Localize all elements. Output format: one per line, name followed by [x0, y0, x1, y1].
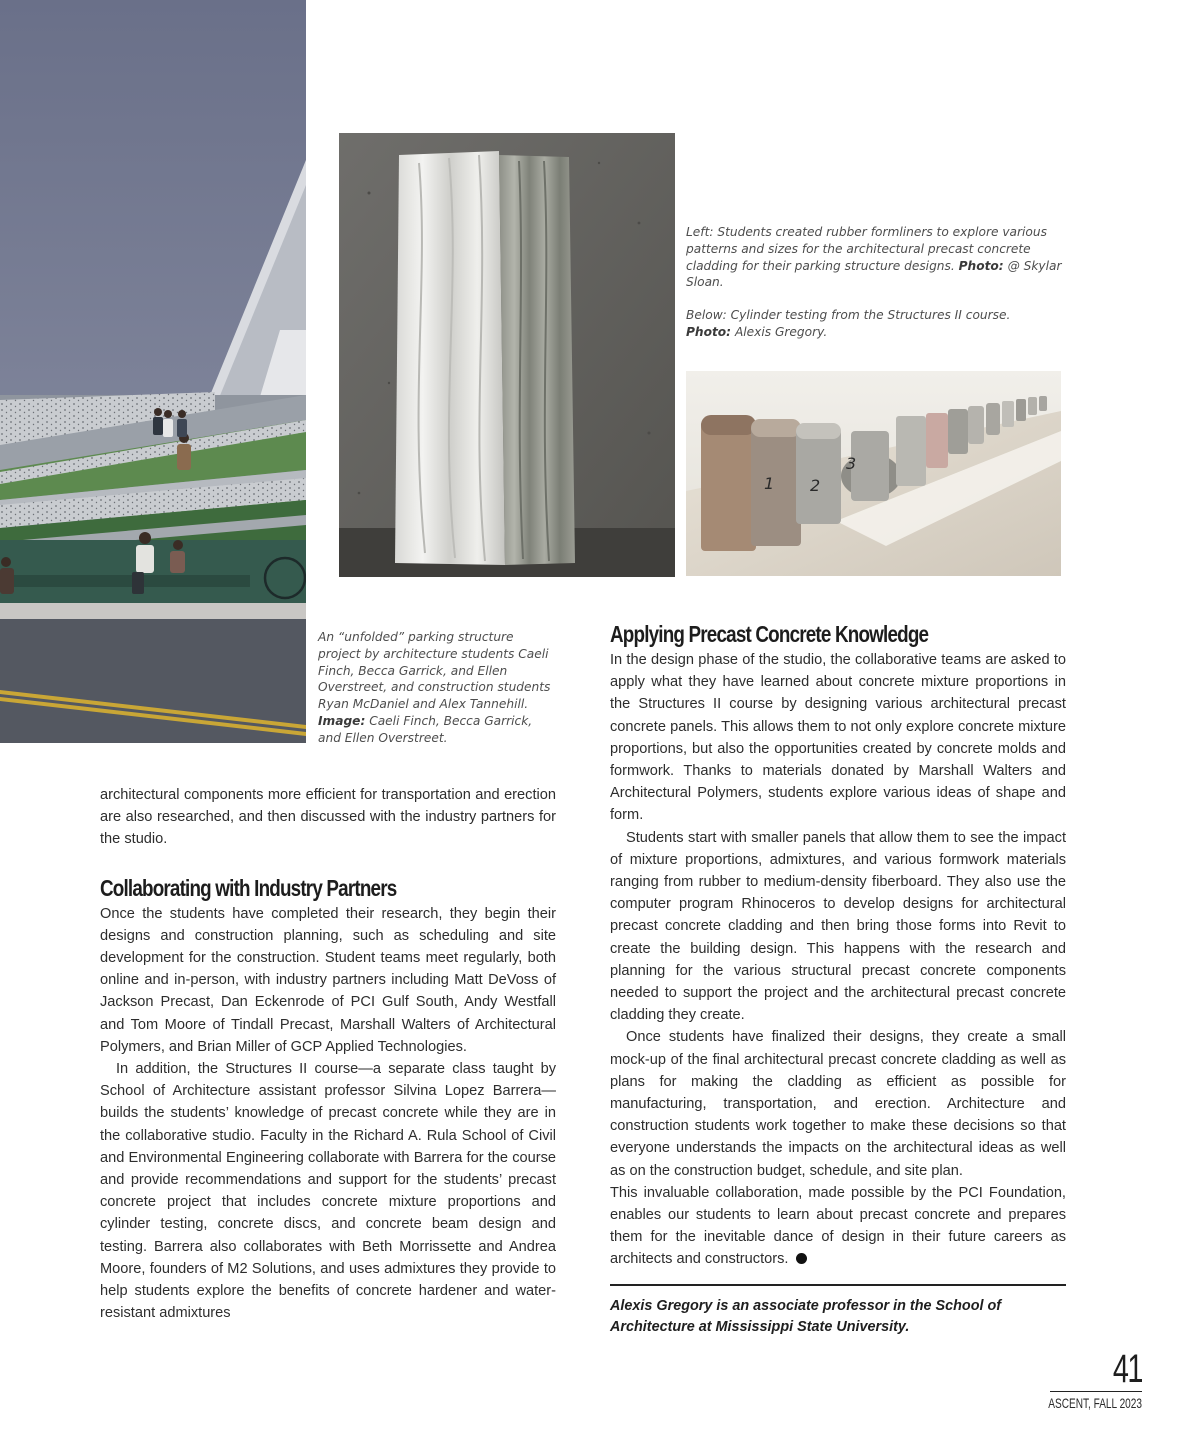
end-mark-icon: [796, 1253, 807, 1264]
caption-credit: Caeli Finch, Becca Garrick, and Ellen Overstreet.: [318, 713, 533, 745]
divider: [610, 1284, 1066, 1286]
caption-formliner: Left: Students created rubber formliners to explore various patterns and sizes for the architectural precast concrete cladding for their parking structure designs. Photo: @ Skylar Sloan.: [686, 225, 1062, 290]
paragraph: Once students have finalized their designs, they create a small mock-up of the final architectural precast concrete cladding as well as plans for making the cladding as efficient as possible for manufacturing, transportation, and erection. Architecture and construction students work together to make these decisions so that everyone understands the impacts on the architectural ideas as well as on the construction budget, schedule, and site plan.: [610, 1029, 1066, 1179]
author-bio: Alexis Gregory is an associate professor in the School of Architecture at Mississippi State University.: [610, 1298, 1002, 1335]
page-number: 41: [1112, 1347, 1142, 1391]
formliner-panels-photo: [339, 133, 675, 577]
caption-credit: Alexis Gregory.: [734, 324, 828, 339]
caption-rendering: An “unfolded” parking structure project by architecture students Caeli Finch, Becca Garrick, and Ellen Overstreet, and construction students Ryan McDaniel and Alex Tannehill. Image: Caeli Finch, Becca Garrick, and Ellen Overstreet.: [318, 630, 551, 745]
caption-cylinders: Below: Cylinder testing from the Structures II course. Photo: Alexis Gregory.: [686, 308, 1011, 339]
section-heading: Collaborating with Industry Partners: [100, 874, 397, 901]
article-column-left: [100, 784, 556, 1324]
cylinder-testing-photo: [686, 371, 1061, 576]
cylinder-label: 2: [810, 476, 821, 495]
section-heading: Applying Precast Concrete Knowledge: [610, 621, 929, 647]
caption-credit-label: Photo:: [686, 324, 732, 339]
cylinder-label: 1: [764, 474, 775, 493]
issue-label: ASCENT, FALL 2023: [1048, 1395, 1142, 1411]
paragraph: In addition, the Structures II course—a separate class taught by School of Architecture assistant professor Silvina Lopez Barrera—builds the students’ knowledge of precast concrete while they are in the collaborative studio. Faculty in the Richard A. Rula School of Civil and Environmental Engineering collaborate with Barrera for the course and provide recommendations and support for the students’ precast concrete project that includes concrete mixture proportions and cylinder testing, concrete discs, and concrete beam design and testing. Barrera also collaborates with Beth Morrissette and Andrea Moore, founders of M2 Solutions, and uses admixtures they provide to help students explore the benefits of concrete hardener and water-resistant admixtures: [100, 1061, 556, 1322]
cylinder-label: 3: [846, 454, 857, 473]
paragraph-final: This invaluable collaboration, made possible by the PCI Foundation, enables our students to learn about precast concrete and prepares them for the inevitable dance of design in their future careers as architects and constructors.: [610, 1184, 1066, 1268]
caption-credit-label: Photo:: [958, 258, 1004, 273]
paragraph: In the design phase of the studio, the collaborative teams are asked to apply what they have learned about concrete mixture proportions in the Structures II course by designing various architectural precast concrete panels. This allows them to not only explore concrete mixture proportions, but also the opportunities created by concrete molds and formwork. Thanks to materials donated by Marshall Walters and Architectural Polymers, students explore various ideas of shape and form.: [610, 652, 1066, 824]
folio-divider: [1050, 1391, 1142, 1392]
caption-credit-label: Image:: [318, 713, 366, 728]
caption-credit: @ Skylar Sloan.: [686, 258, 1062, 290]
paragraph: Students start with smaller panels that allow them to see the impact of mixture proportions, admixtures, and various formwork materials ranging from rubber to medium-density fiberboard. They also use the computer program Rhinoceros to develop designs for architectural precast concrete cladding and then bring those forms into Revit to create the building design. This happens with the research and planning for the various structural precast concrete components needed to support the project and the architectural precast concrete cladding they create.: [610, 829, 1066, 1024]
paragraph: Once the students have completed their research, they begin their designs and construction planning, such as scheduling and site development for the construction. Student teams meet regularly, both online and in-person, with industry partners including Matt DeVoss of Jackson Precast, Dan Eckenrode of PCI Gulf South, Andy Westfall and Tom Moore of Tindall Precast, Marshall Walters of Architectural Polymers, and Brian Miller of GCP Applied Technologies.: [100, 905, 556, 1055]
paragraph: architectural components more efficient for transportation and erection are also researched, and then discussed with the industry partners for the studio.: [100, 787, 556, 848]
parking-structure-rendering-image: [0, 0, 306, 743]
article-column-right: [610, 619, 1066, 1271]
caption-photos: [686, 224, 1066, 357]
